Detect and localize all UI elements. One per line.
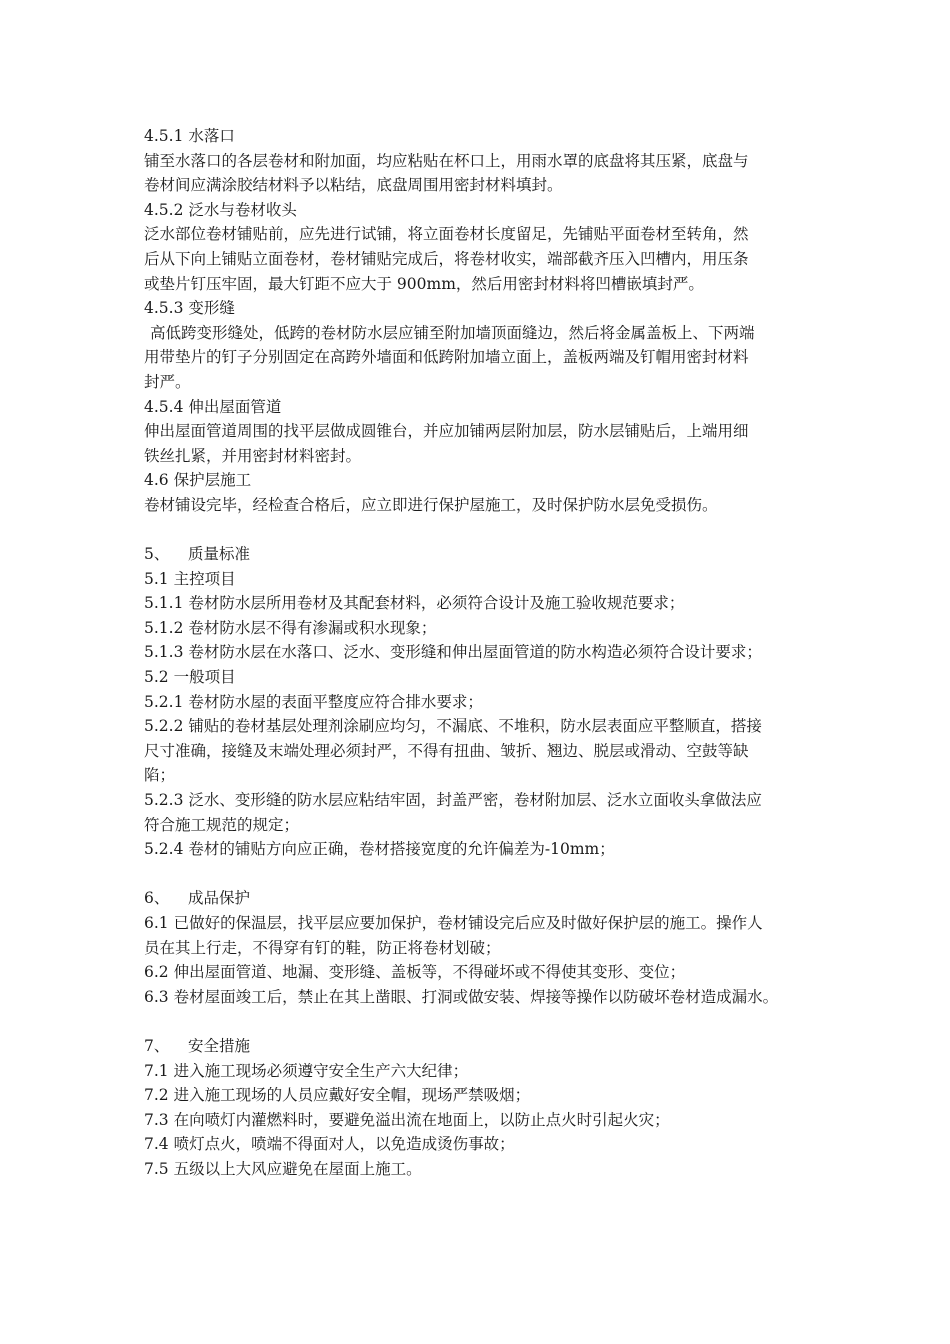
text-line: 卷材铺设完毕，经检查合格后，应立即进行保护屋施工，及时保护防水层免受损伤。: [144, 495, 718, 514]
list-item: 6.3 卷材屋面竣工后，禁止在其上凿眼、打洞或做安装、焊接等操作以防破坏卷材造成漏水。: [144, 987, 779, 1006]
list-item: 5.2.1 卷材防水屋的表面平整度应符合排水要求；: [144, 692, 483, 711]
text-line: 5.2.3 泛水、变形缝的防水层应粘结牢固，封盖严密，卷材附加层、泛水立面收头拿做法应: [144, 791, 762, 810]
list-item: 5.2.4 卷材的铺贴方向应正确，卷材搭接宽度的允许偏差为-10mm；: [144, 840, 615, 859]
section-number: 7、: [144, 1036, 170, 1055]
paragraph-4-6: [144, 493, 824, 518]
text-line: 后从下向上铺贴立面卷材，卷材铺贴完成后，将卷材收实，端部截齐压入凹槽内，用压条: [144, 249, 749, 268]
section-title: 安全措施: [188, 1036, 251, 1055]
heading-4-6: 4.6 保护层施工: [144, 471, 252, 490]
text-line: 陷；: [144, 766, 176, 785]
section-5-heading: [144, 542, 824, 567]
list-item: 5.2 一般项目: [144, 668, 236, 687]
list-item: 7.3 在向喷灯内灌燃料时，要避免溢出流在地面上，以防止点火时引起火灾；: [144, 1110, 670, 1129]
blank-line: [144, 862, 824, 887]
text-line: 伸出屋面管道周围的找平层做成圆锥台，并应加铺两层附加层，防水层铺贴后，上端用细: [144, 422, 749, 441]
text-line: 员在其上行走，不得穿有钉的鞋，防正将卷材划破；: [144, 938, 501, 957]
text-line: 尺寸准确，接缝及末端处理必须封严，不得有扭曲、皱折、翘边、脱层或滑动、空鼓等缺: [144, 741, 749, 760]
text-line: 铺至水落口的各层卷材和附加面，均应粘贴在杯口上，用雨水罩的底盘将其压紧，底盘与: [144, 151, 749, 170]
heading-4-5-3: 4.5.3 变形缝: [144, 299, 235, 318]
list-item: 5.1.3 卷材防水层在水落口、泛水、变形缝和伸出屋面管道的防水构造必须符合设计要求；: [144, 643, 762, 662]
heading-4-5-2: 4.5.2 泛水与卷材收头: [144, 200, 297, 219]
section-6-heading: [144, 886, 824, 911]
blank-line: [144, 518, 824, 543]
paragraph-4-5-4: [144, 419, 824, 468]
list-item: 5.1.1 卷材防水层所用卷材及其配套材料，必须符合设计及施工验收规范要求；: [144, 594, 685, 613]
text-line: 6.1 已做好的保温层，找平层应要加保护，卷材铺设完后应及时做好保护层的施工。操作人: [144, 914, 763, 932]
text-line: 或垫片钉压牢固，最大钉距不应大于 900mm，然后用密封材料将凹槽嵌填封严。: [144, 274, 704, 293]
paragraph-4-5-3: [144, 321, 824, 395]
paragraph-4-5-2: [144, 222, 824, 296]
list-item: 7.2 进入施工现场的人员应戴好安全帽，现场严禁吸烟；: [144, 1086, 531, 1105]
section-number: 6、: [144, 889, 170, 908]
text-line: 卷材间应满涂胶结材料予以粘结，底盘周围用密封材料填封。: [144, 176, 563, 195]
list-item: 6.2 伸出屋面管道、地漏、变形缝、盖板等，不得碰坏或不得使其变形、变位；: [144, 963, 686, 982]
text-line: 符合施工规范的规定；: [144, 815, 300, 834]
blank-line: [144, 1009, 824, 1034]
section-title: 成品保护: [188, 889, 251, 908]
text-line: 封严。: [144, 372, 191, 391]
list-item: [144, 788, 824, 837]
section-number: 5、: [144, 545, 170, 564]
section-title: 质量标准: [188, 545, 251, 564]
list-item: 7.5 五级以上大风应避免在屋面上施工。: [144, 1159, 422, 1178]
list-item: 7.4 喷灯点火，喷端不得面对人，以免造成烫伤事故；: [144, 1135, 515, 1154]
heading-4-5-1: 4.5.1 水落口: [144, 127, 235, 145]
section-7-heading: [144, 1034, 824, 1059]
text-line: 5.2.2 铺贴的卷材基层处理剂涂刷应均匀，不漏底、不堆积，防水层表面应平整顺直，搭接: [144, 717, 762, 736]
list-item: [144, 714, 824, 788]
text-line: 铁丝扎紧，并用密封材料密封。: [144, 446, 362, 465]
text-line: 用带垫片的钉子分别固定在高跨外墙面和低跨附加墙立面上，盖板两端及钉帽用密封材料: [144, 348, 749, 367]
text-line: 泛水部位卷材铺贴前，应先进行试铺，将立面卷材长度留足，先铺贴平面卷材至转角，然: [144, 225, 749, 244]
list-item: 5.1 主控项目: [144, 569, 236, 588]
list-item: [144, 911, 824, 960]
list-item: 5.1.2 卷材防水层不得有渗漏或积水现象；: [144, 618, 437, 637]
document-body: [144, 124, 824, 1182]
text-line: 高低跨变形缝处，低跨的卷材防水层应铺至附加墙顶面缝边，然后将金属盖板上、下两端: [150, 323, 755, 342]
heading-4-5-4: 4.5.4 伸出屋面管道: [144, 397, 282, 416]
list-item: 7.1 进入施工现场必须遵守安全生产六大纪律；: [144, 1061, 469, 1080]
paragraph-4-5-1: [144, 149, 824, 198]
